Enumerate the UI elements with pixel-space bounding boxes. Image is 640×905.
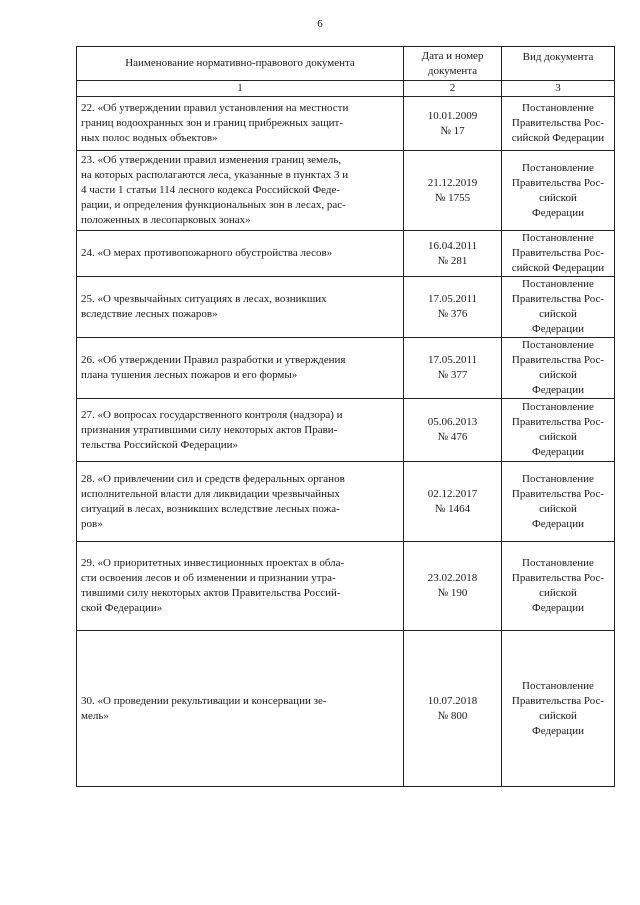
document-name: 27. «О вопросах государственного контроля (надзора) и признания утратившими силу некоторых актов Прави- тельства Российской Федерации»	[77, 399, 404, 462]
page-number: 6	[317, 18, 323, 30]
column-number: 1	[77, 81, 404, 97]
document-name: 28. «О привлечении сил и средств федеральных органов исполнительной власти для ликвидации чрезвычайных ситуаций в лесах, возникших вследствие лесных пожа- ров»	[77, 462, 404, 542]
table-row	[77, 462, 615, 542]
header-document-name: Наименование нормативно-правового документа	[77, 47, 404, 81]
document-name: 23. «Об утверждении правил изменения границ земель, на которых располагаются леса, указанные в пунктах 3 и 4 части 1 статьи 114 лесного кодекса Российской Феде- рации, и определения функциональных зон в лесах, рас- положенных в лесопарковых зонах»	[77, 151, 404, 231]
column-number-row	[77, 81, 615, 97]
document-date-number: 05.06.2013 № 476	[404, 399, 502, 462]
document-kind: Постановление Правительства Рос- сийской Федерации	[502, 97, 615, 151]
column-number: 3	[502, 81, 615, 97]
table-header-row	[77, 47, 615, 81]
table-row	[77, 277, 615, 338]
document-kind: Постановление Правительства Рос- сийской Федерации	[502, 151, 615, 231]
document-kind: Постановление Правительства Рос- сийской Федерации	[502, 631, 615, 787]
header-date-number: Дата и номер документа	[404, 47, 502, 81]
document-name: 29. «О приоритетных инвестиционных проектах в обла- сти освоения лесов и об изменении и признании утра- тившими силу некоторых актов Правительства Россий- ской Федерации»	[77, 542, 404, 631]
table-row	[77, 631, 615, 787]
document-date-number: 17.05.2011 № 376	[404, 277, 502, 338]
document-date-number: 10.07.2018 № 800	[404, 631, 502, 787]
document-name: 24. «О мерах противопожарного обустройства лесов»	[77, 231, 404, 277]
document-kind: Постановление Правительства Рос- сийской Федерации	[502, 338, 615, 399]
document-date-number: 02.12.2017 № 1464	[404, 462, 502, 542]
document-name: 26. «Об утверждении Правил разработки и утверждения плана тушения лесных пожаров и его формы»	[77, 338, 404, 399]
document-date-number: 23.02.2018 № 190	[404, 542, 502, 631]
document-kind: Постановление Правительства Рос- сийской Федерации	[502, 462, 615, 542]
document-kind: Постановление Правительства Рос- сийской Федерации	[502, 542, 615, 631]
document-date-number: 10.01.2009 № 17	[404, 97, 502, 151]
document-name: 22. «Об утверждении правил установления на местности границ водоохранных зон и границ прибрежных защит- ных полос водных объектов»	[77, 97, 404, 151]
table-row	[77, 231, 615, 277]
document-date-number: 21.12.2019 № 1755	[404, 151, 502, 231]
column-number: 2	[404, 81, 502, 97]
table-row	[77, 151, 615, 231]
documents-table	[76, 46, 615, 787]
header-document-kind: Вид документа	[502, 47, 615, 81]
table-row	[77, 97, 615, 151]
document-name: 25. «О чрезвычайных ситуациях в лесах, возникших вследствие лесных пожаров»	[77, 277, 404, 338]
table-row	[77, 338, 615, 399]
document-name: 30. «О проведении рекультивации и консервации зе- мель»	[77, 631, 404, 787]
table-row	[77, 399, 615, 462]
document-date-number: 17.05.2011 № 377	[404, 338, 502, 399]
document-kind: Постановление Правительства Рос- сийской Федерации	[502, 277, 615, 338]
document-kind: Постановление Правительства Рос- сийской Федерации	[502, 231, 615, 277]
table-row	[77, 542, 615, 631]
document-date-number: 16.04.2011 № 281	[404, 231, 502, 277]
document-kind: Постановление Правительства Рос- сийской Федерации	[502, 399, 615, 462]
